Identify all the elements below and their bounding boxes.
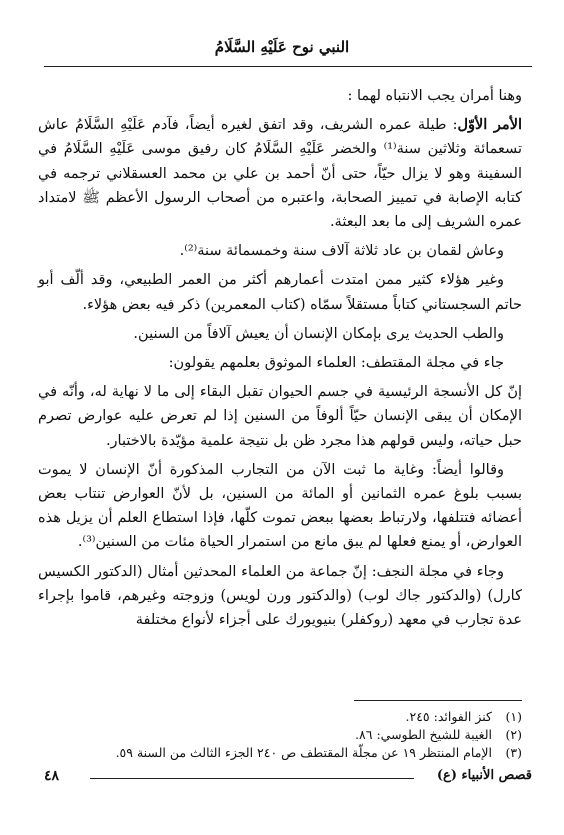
paragraph-lead: الأمر الأوّل (457, 116, 522, 134)
footnotes (38, 708, 522, 762)
header-rule (44, 66, 532, 67)
paragraph (38, 322, 522, 346)
footnote-text: الغيبة للشيخ الطوسي: ٨٦. (355, 727, 492, 742)
paragraph-text: وجاء في مجلة النجف: إنّ جماعة من العلماء المحدثين أمثال (الدكتور الكسيس كارل) (والدكتور جاك لوب) (والدكتور ورن لويس) وزوجته وغيرهم، قاموا بإجراء عدة تجارب في معهد (روكفلر) بنيويورك على أجزاء لأنواع مختلفة (38, 563, 522, 629)
paragraph (38, 560, 522, 633)
paragraph (38, 84, 522, 108)
body-text (38, 84, 522, 637)
footer-book-title: قصص الأنبياء (ع) (436, 768, 532, 783)
footnote-number: (٣) (505, 745, 522, 760)
paragraph-text: وغير هؤلاء كثير ممن امتدت أعمارهم أكثر من العمر الطبيعي، وقد ألّف أبو حاتم السجستاني كتاباً مستقلاً سمّاه (كتاب المعمرين) ذكر فيه بعض هؤلاء. (38, 272, 522, 313)
paragraph (38, 268, 522, 316)
page-number: ٤٨ (44, 768, 60, 784)
paragraph-text: والطب الحديث يرى بإمكان الإنسان أن يعيش آلافاً من السنين. (133, 325, 504, 342)
paragraph-text: وعاش لقمان بن عاد ثلاثة آلاف سنة وخمسمائة سنة⁽²⁾. (179, 243, 504, 260)
footer-rule (90, 778, 414, 779)
paragraph (38, 351, 522, 375)
paragraph (38, 113, 522, 234)
paragraph-text: جاء في مجلة المقتطف: العلماء الموثوق بعلمهم يقولون: (168, 355, 504, 372)
paragraph-text: : طيلة عمره الشريف، وقد اتفق لغيره أيضاً، فآدم عَلَيْهِ السَّلَامُ عاش تسعمائة وثلاثين سنة⁽¹⁾ والخضر عَلَيْهِ السَّلَامُ كان رفيق موسى عَلَيْهِ السَّلَامُ في السفينة وهو لا يزال حيّاً، حتى أنّ أحمد بن علي بن محمد العسقلاني ترجمه في كتابه الإصابة في تمييز الصحابة، واعتبره من أصحاب الرسول الأعظم ﷺ لامتداد عمره الشريف إلى ما بعد البعثة. (38, 117, 522, 231)
footnote-number: (٢) (505, 727, 522, 742)
running-header: النبي نوح عَلَيْهِ السَّلَامُ (214, 38, 350, 56)
quoted-paragraph (38, 380, 522, 453)
paragraph-text: وقالوا أيضاً: وغاية ما ثبت الآن من التجارب المذكورة أنّ الإنسان لا يموت بسبب بلوغ عمره الثمانين أو المائة من السنين، بل لأنّ العوارض تنتاب بعض أعضائه فتتلفها، ولارتباط بعضها ببعض تموت كلّها، فإذا استطاع العلم أن يزيل هذه العوارض، أو يمنع فعلها لم يبق مانع من استمرار الحياة مئات من السنين⁽³⁾. (38, 461, 522, 551)
paragraph-text: وهنا أمران يجب الانتباه لهما : (347, 88, 522, 104)
footnote (38, 708, 522, 726)
paragraph (38, 458, 522, 555)
paragraph (38, 239, 522, 263)
footnote-rule (354, 700, 522, 701)
footnote-text: الإمام المنتظر ١٩ عن مجلّة المقتطف ص ٢٤٠ الجزء الثالث من السنة ٥٩. (115, 745, 492, 760)
paragraph-text: إنّ كل الأنسجة الرئيسية في جسم الحيوان تقبل البقاء إلى ما لا نهاية له، وأنّه في الإمكان أن يبقى الإنسان حيّاً ألوفاً من السنين إذا لم تعرض عليه عوارض تصرم حبل حياته، وليس قولهم هذا مجرد ظن بل نتيجة علمية مؤيّدة بالاختبار. (38, 384, 522, 449)
page-footer (44, 768, 532, 788)
footnote-number: (١) (505, 709, 522, 724)
footnote (38, 726, 522, 744)
footnote-text: كنز الفوائد: ٢٤٥. (405, 709, 492, 724)
footnote (38, 744, 522, 762)
